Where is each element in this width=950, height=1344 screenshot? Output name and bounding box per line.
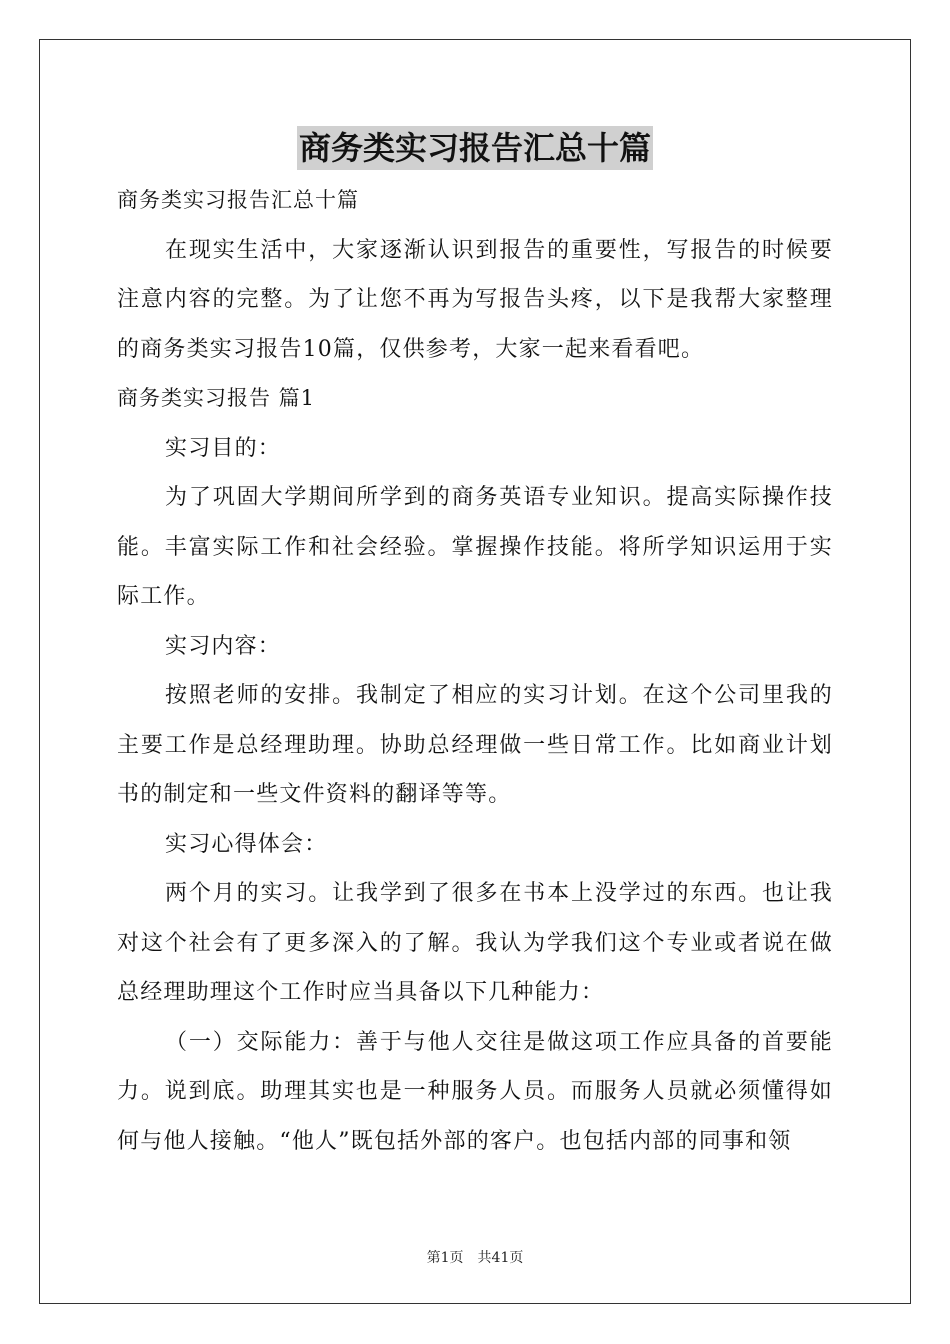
title-wrap xyxy=(0,126,950,170)
document-title: 商务类实习报告汇总十篇 xyxy=(297,126,653,170)
label-content: 实习内容： xyxy=(165,633,282,659)
paragraph-experience: 两个月的实习。让我学到了很多在书本上没学过的东西。也让我对这个社会有了更多深入的了解。我认为学我们这个专业或者说在做总经理助理这个工作时应当具备以下几种能力： xyxy=(117,881,833,1005)
page-footer: 第1页 共41页 xyxy=(426,1250,524,1266)
intro-paragraph: 在现实生活中，大家逐渐认识到报告的重要性，写报告的时候要注意内容的完整。为了让您不再为写报告头疼，以下是我帮大家整理的商务类实习报告10篇，仅供参考，大家一起来看看吧。 xyxy=(117,237,833,362)
label-experience: 实习心得体会： xyxy=(165,831,328,857)
paragraph-purpose: 为了巩固大学期间所学到的商务英语专业知识。提高实际操作技能。丰富实际工作和社会经验。掌握操作技能。将所学知识运用于实际工作。 xyxy=(117,485,833,609)
paragraph-communication: （一）交际能力：善于与他人交往是做这项工作应具备的首要能力。说到底。助理其实也是一种服务人员。而服务人员就必须懂得如何与他人接触。“他人”既包括外部的客户。也包括内部的同事和领 xyxy=(117,1029,833,1154)
document-subtitle: 商务类实习报告汇总十篇 xyxy=(117,188,359,212)
label-purpose: 实习目的： xyxy=(165,435,282,461)
paragraph-content: 按照老师的安排。我制定了相应的实习计划。在这个公司里我的主要工作是总经理助理。协助总经理做一些日常工作。比如商业计划书的制定和一些文件资料的翻译等等。 xyxy=(117,683,833,807)
document-content xyxy=(117,176,833,1166)
section-heading: 商务类实习报告 篇1 xyxy=(117,386,316,410)
